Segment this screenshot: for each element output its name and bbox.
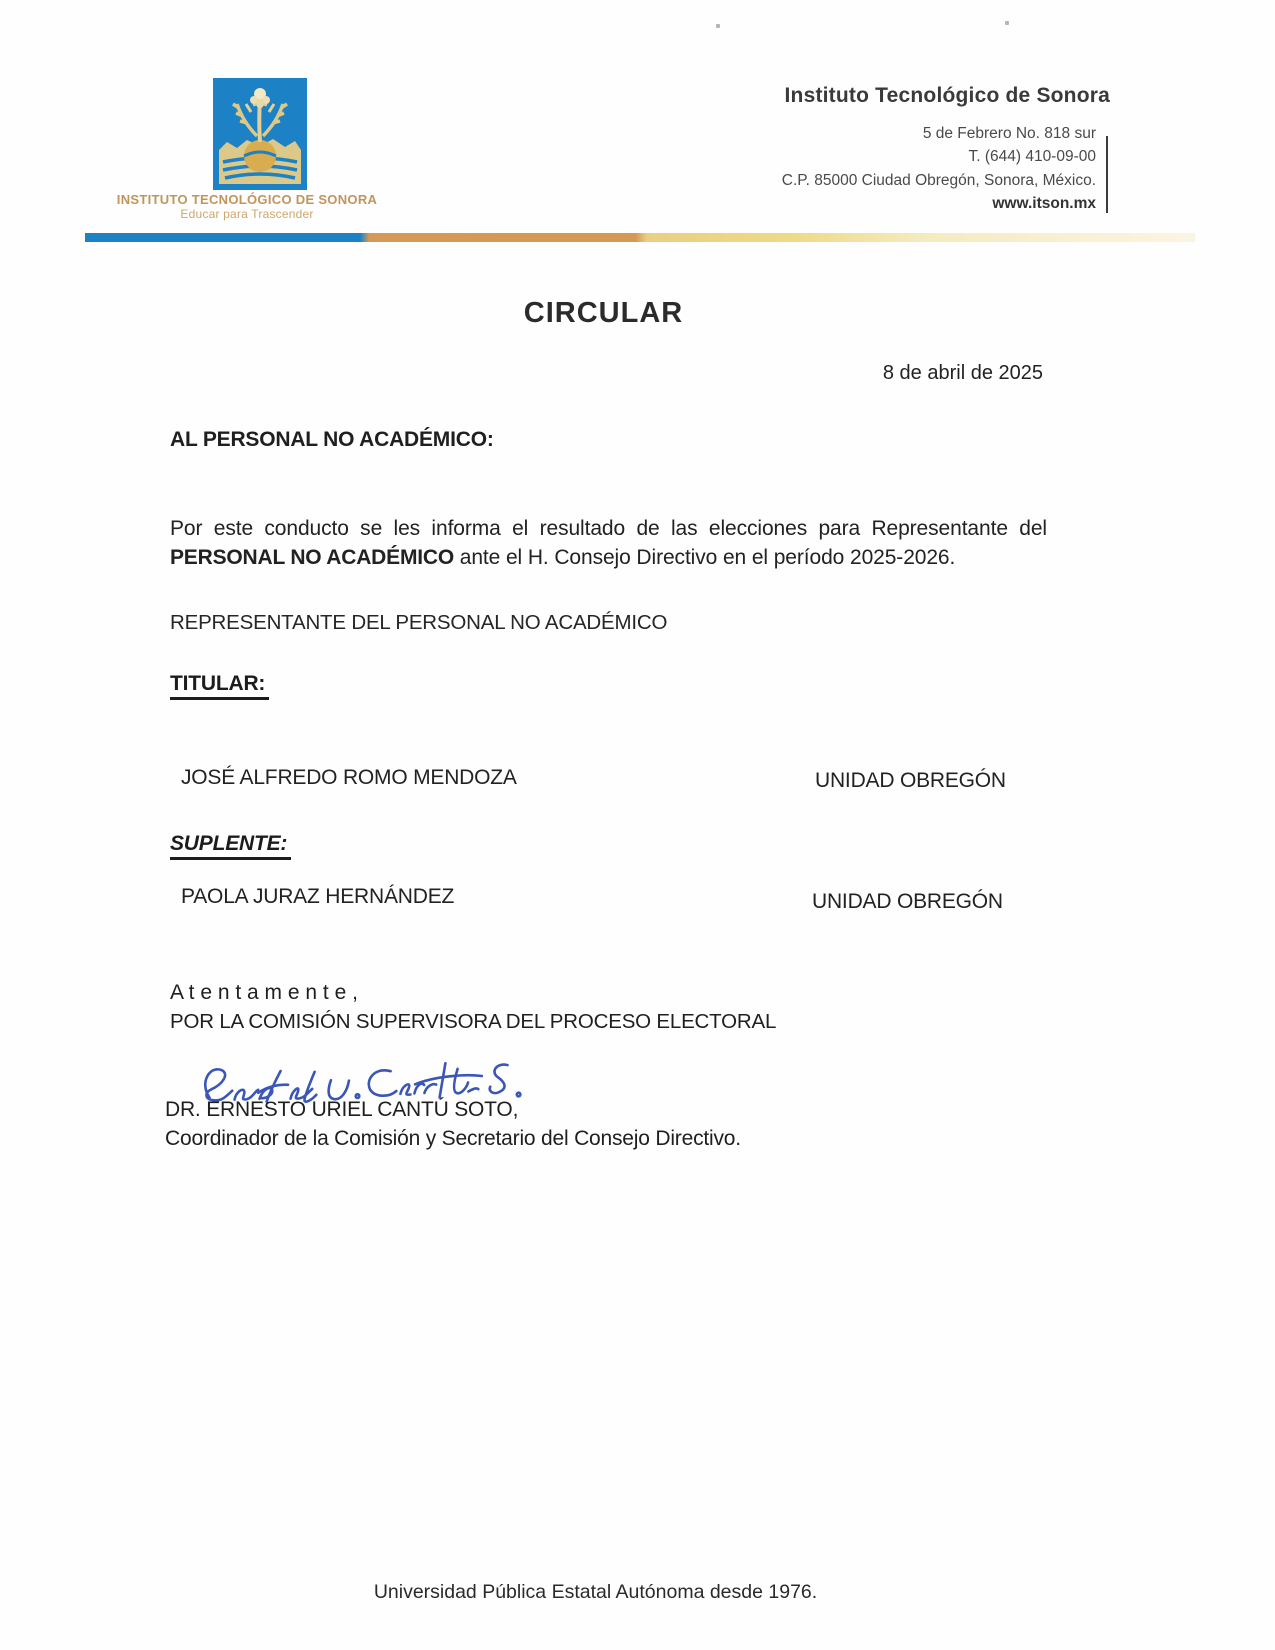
titular-name: JOSÉ ALFREDO ROMO MENDOZA	[181, 766, 517, 789]
titular-label: TITULAR:	[170, 672, 269, 700]
address-phone: T. (644) 410-09-00	[968, 148, 1096, 166]
header-vertical-rule	[1106, 136, 1108, 213]
signer-name: DR. ERNESTO URIEL CANTÚ SOTO,	[165, 1098, 519, 1121]
logo-caption-name: INSTITUTO TECNOLÓGICO DE SONORA	[116, 192, 378, 207]
recipient-line: AL PERSONAL NO ACADÉMICO:	[170, 428, 494, 451]
itson-emblem-icon	[213, 78, 307, 190]
itson-logo	[213, 78, 307, 190]
document-title: CIRCULAR	[523, 297, 684, 329]
titular-unit: UNIDAD OBREGÓN	[815, 769, 1006, 792]
address-street: 5 de Febrero No. 818 sur	[922, 125, 1096, 142]
body-paragraph	[170, 515, 1047, 573]
suplente-name: PAOLA JURAZ HERNÁNDEZ	[181, 885, 455, 908]
suplente-unit: UNIDAD OBREGÓN	[812, 890, 1003, 913]
logo-caption-motto: Educar para Trascender	[180, 206, 314, 221]
signer-title: Coordinador de la Comisión y Secretario del Consejo Directivo.	[165, 1127, 741, 1150]
paragraph-intro: Por este conducto se les informa el resultado de las elecciones para Representante del	[170, 517, 1047, 540]
suplente-label: SUPLENTE:	[170, 832, 291, 860]
header-contact-block	[600, 84, 1110, 215]
website-url: www.itson.mx	[992, 194, 1096, 212]
scan-speckle	[1005, 21, 1009, 25]
logo-caption	[107, 193, 387, 222]
address-city: C.P. 85000 Ciudad Obregón, Sonora, México.	[781, 171, 1096, 189]
page-footer: Universidad Pública Estatal Autónoma desde 1976.	[373, 1581, 818, 1603]
paragraph-rest: ante el H. Consejo Directivo en el período 2025-2026.	[454, 545, 956, 569]
header-divider-bar	[85, 233, 1195, 242]
paragraph-bold-phrase: PERSONAL NO ACADÉMICO	[170, 545, 454, 569]
institution-name: Instituto Tecnológico de Sonora	[784, 84, 1110, 107]
representative-heading: REPRESENTANTE DEL PERSONAL NO ACADÉMICO	[170, 611, 668, 634]
scan-speckle	[716, 24, 720, 28]
institution-address	[600, 122, 1110, 215]
closing-commission: POR LA COMISIÓN SUPERVISORA DEL PROCESO ELECTORAL	[170, 1010, 777, 1033]
document-date: 8 de abril de 2025	[882, 362, 1043, 384]
closing-salutation: A t e n t a m e n t e ,	[170, 981, 358, 1004]
